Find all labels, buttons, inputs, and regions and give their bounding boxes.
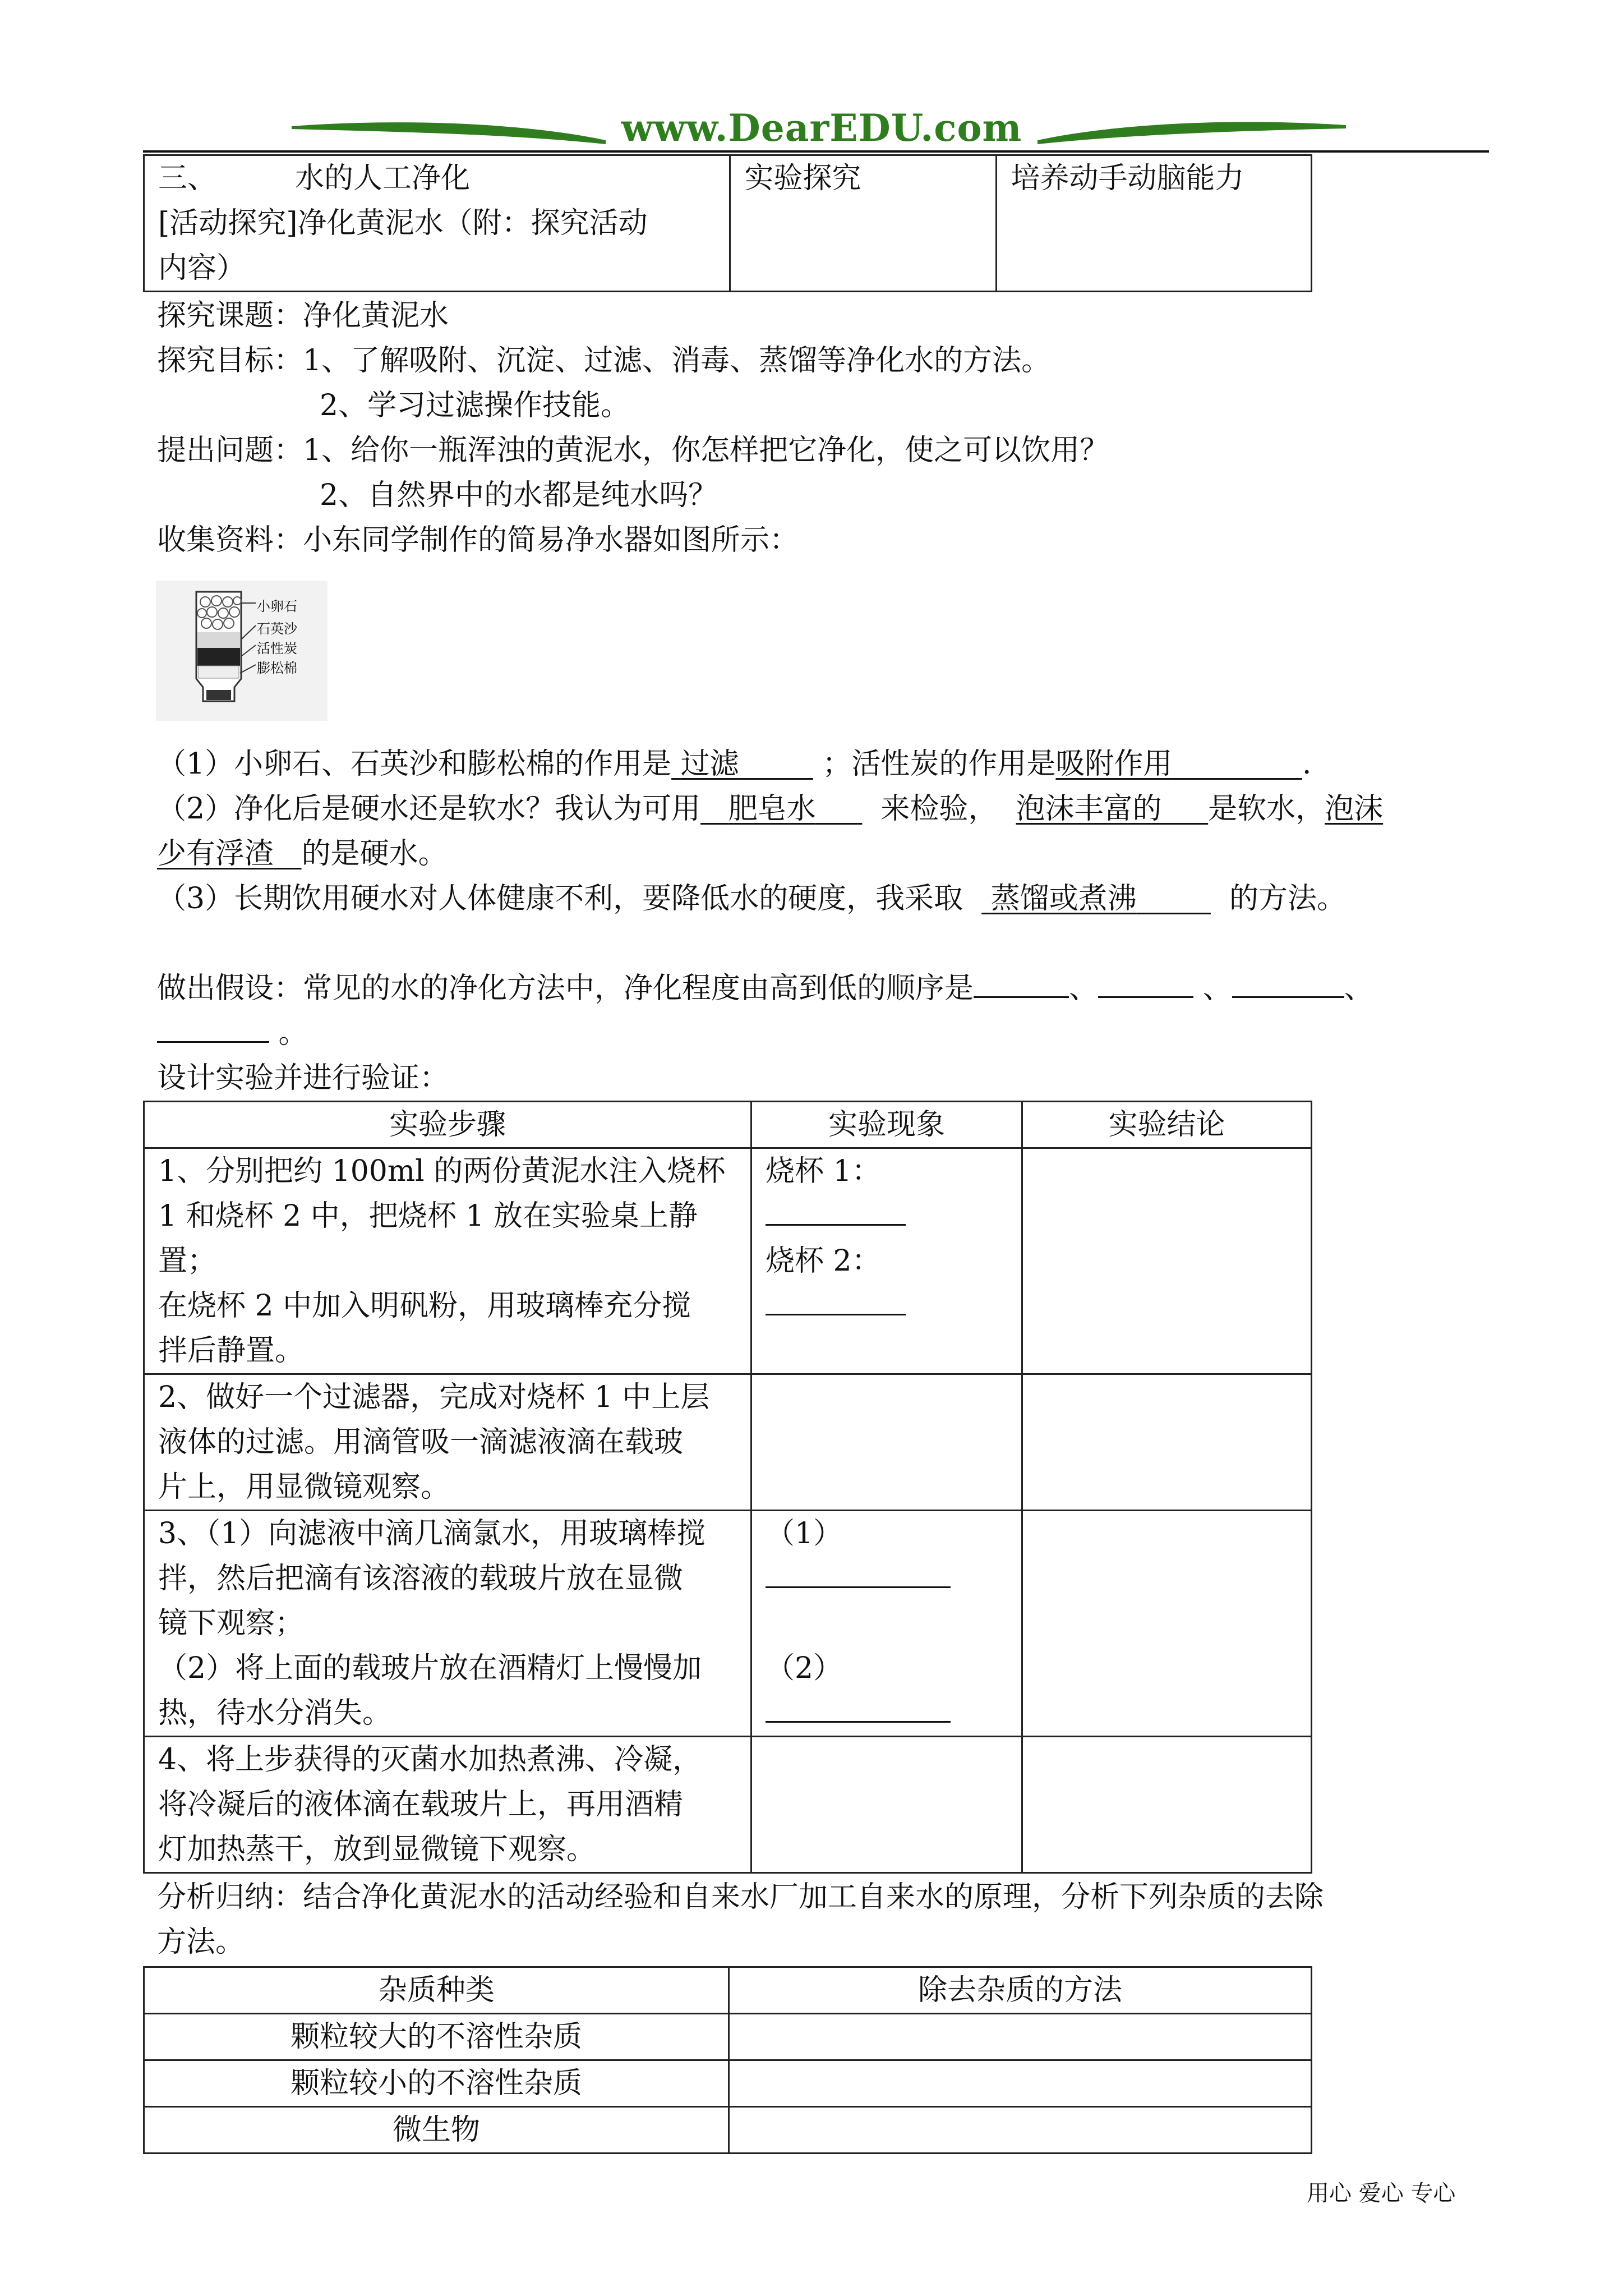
obs-3-2-blank[interactable] (766, 1692, 951, 1723)
answer-line-1: （1）小卵石、石英沙和膨松棉的作用是 过滤 ；活性炭的作用是吸附作用 . (157, 747, 1312, 781)
header-rule (143, 150, 1489, 153)
step-4: 4、将上步获得的灭菌水加热煮沸、冷凝， 将冷凝后的液体滴在载玻片上，再用酒精 灯加热蒸干，放到显微镜下观察。 (144, 1737, 751, 1873)
top-table-col2: 实验探究 (730, 155, 997, 292)
answer-blank-filter: 过滤 (680, 747, 739, 781)
impurity-small: 颗粒较小的不溶性杂质 (144, 2060, 729, 2107)
beaker-2-blank[interactable] (766, 1285, 906, 1315)
hypothesis-blank-2[interactable] (1098, 967, 1193, 998)
conclusion-4[interactable] (1022, 1737, 1312, 1873)
filter-diagram (156, 581, 328, 721)
method-small[interactable] (729, 2060, 1312, 2107)
impurity-row (144, 2107, 1312, 2154)
answer-blank-rich-foam: 泡沫丰富的 (1016, 792, 1162, 826)
design-label: 设计实验并进行验证： (157, 1061, 449, 1095)
answer-line-3: （3）长期饮用硬水对人体健康不利，要降低水的硬度，我采取 蒸馏或煮沸 的方法。 (157, 882, 1347, 915)
experiment-row-2 (144, 1374, 1312, 1511)
step-1: 1、分别把约 100ml 的两份黄泥水注入烧杯 1 和烧杯 2 中，把烧杯 1 放在实验桌上静置； 在烧杯 2 中加入明矾粉，用玻璃棒充分搅 拌后静置。 (144, 1148, 751, 1374)
experiment-header-row (144, 1102, 1312, 1148)
figure-label-carbon: 活性炭 (257, 641, 297, 656)
impurity-row (144, 2014, 1312, 2060)
hypothesis-blank-4[interactable] (157, 1012, 269, 1043)
top-table (143, 154, 1312, 292)
observation-4[interactable] (751, 1737, 1022, 1873)
answer-blank-soap: 肥皂水 (728, 792, 816, 826)
answer-line-2b: 少有浮渣 的是硬水。 (157, 837, 448, 871)
observation-1: 烧杯 1： 烧杯 2： (751, 1148, 1022, 1374)
section-number: 三、 (158, 162, 217, 195)
water-filter-figure (156, 581, 328, 721)
figure-label-cotton: 膨松棉 (257, 660, 297, 676)
activity-line: [活动探究]净化黄泥水（附：探究活动 (158, 206, 648, 240)
logo-text: www.DearEDU.com (621, 106, 1022, 150)
answer-blank-adsorb: 吸附作用 (1055, 747, 1173, 781)
header-impurity-type: 杂质种类 (144, 1967, 729, 2014)
conclusion-1[interactable] (1022, 1148, 1312, 1374)
header-steps: 实验步骤 (144, 1102, 751, 1148)
experiment-row-1 (144, 1148, 1312, 1374)
question-line-1: 提出问题：1、给你一瓶浑浊的黄泥水，你怎样把它净化，使之可以饮用？ (157, 434, 1109, 467)
hypothesis-blank-3[interactable] (1232, 967, 1344, 998)
answer-blank-distill: 蒸馏或煮沸 (990, 882, 1137, 915)
experiment-row-4 (144, 1737, 1312, 1873)
step-2: 2、做好一个过滤器，完成对烧杯 1 中上层 液体的过滤。用滴管吸一滴滤液滴在载玻 片上，用显微镜观察。 (144, 1374, 751, 1511)
obs-3-1-blank[interactable] (766, 1557, 951, 1588)
hypothesis-line-2: 。 (157, 1011, 308, 1056)
header-conclusion: 实验结论 (1022, 1102, 1312, 1148)
figure-label-pebble: 小卵石 (257, 599, 297, 614)
top-table-col3: 培养动手动脑能力 (997, 155, 1312, 292)
top-table-col1 (144, 155, 730, 292)
section-title: 水的人工净化 (295, 162, 471, 195)
analysis-line-1: 分析归纳：结合净化黄泥水的活动经验和自来水厂加工自来水的原理，分析下列杂质的去除 (157, 1880, 1324, 1914)
impurity-microbe: 微生物 (144, 2107, 729, 2154)
impurity-row (144, 2060, 1312, 2107)
topic-line: 探究课题：净化黄泥水 (157, 299, 449, 333)
hypothesis-line: 做出假设：常见的水的净化方法中，净化程度由高到低的顺序是 、 、 、 (157, 966, 1373, 1011)
collect-line: 收集资料：小东同学制作的简易净水器如图所示： (157, 523, 799, 557)
answer-blank-scum: 少有浮渣 (157, 837, 274, 871)
header-removal-method: 除去杂质的方法 (729, 1967, 1312, 2014)
header-logo (292, 106, 1346, 154)
experiment-table (143, 1101, 1312, 1874)
observation-3: （1） （2） (751, 1511, 1022, 1737)
conclusion-3[interactable] (1022, 1511, 1312, 1737)
figure-label-quartz: 石英沙 (257, 621, 297, 637)
answer-line-2: （2）净化后是硬水还是软水？我认为可用 肥皂水 来检验， 泡沫丰富的 是软水，泡沫 (157, 792, 1384, 826)
footer-text: 用心 爱心 专心 (1307, 2180, 1456, 2206)
hypothesis-blank-1[interactable] (974, 967, 1069, 998)
impurity-header-row (144, 1967, 1312, 2014)
header-observations: 实验现象 (751, 1102, 1022, 1148)
activity-line-2: 内容） (158, 251, 246, 285)
analysis-line-2: 方法。 (157, 1925, 245, 1959)
observation-2[interactable] (751, 1374, 1022, 1511)
goal-line-2: 2、学习过滤操作技能。 (320, 389, 630, 422)
impurity-table (143, 1966, 1312, 2154)
question-line-2: 2、自然界中的水都是纯水吗？ (320, 478, 718, 512)
method-large[interactable] (729, 2014, 1312, 2060)
experiment-row-3 (144, 1511, 1312, 1737)
beaker-1-blank[interactable] (766, 1195, 906, 1226)
step-3: 3、（1）向滤液中滴几滴氯水，用玻璃棒搅 拌，然后把滴有该溶液的载玻片放在显微 镜下观察； （2）将上面的载玻片放在酒精灯上慢慢加 热，待水分消失。 (144, 1511, 751, 1737)
impurity-large: 颗粒较大的不溶性杂质 (144, 2014, 729, 2060)
conclusion-2[interactable] (1022, 1374, 1312, 1511)
goal-line-1: 探究目标：1、了解吸附、沉淀、过滤、消毒、蒸馏等净化水的方法。 (157, 344, 1051, 378)
answer-blank-foam: 泡沫 (1325, 792, 1384, 826)
method-microbe[interactable] (729, 2107, 1312, 2154)
